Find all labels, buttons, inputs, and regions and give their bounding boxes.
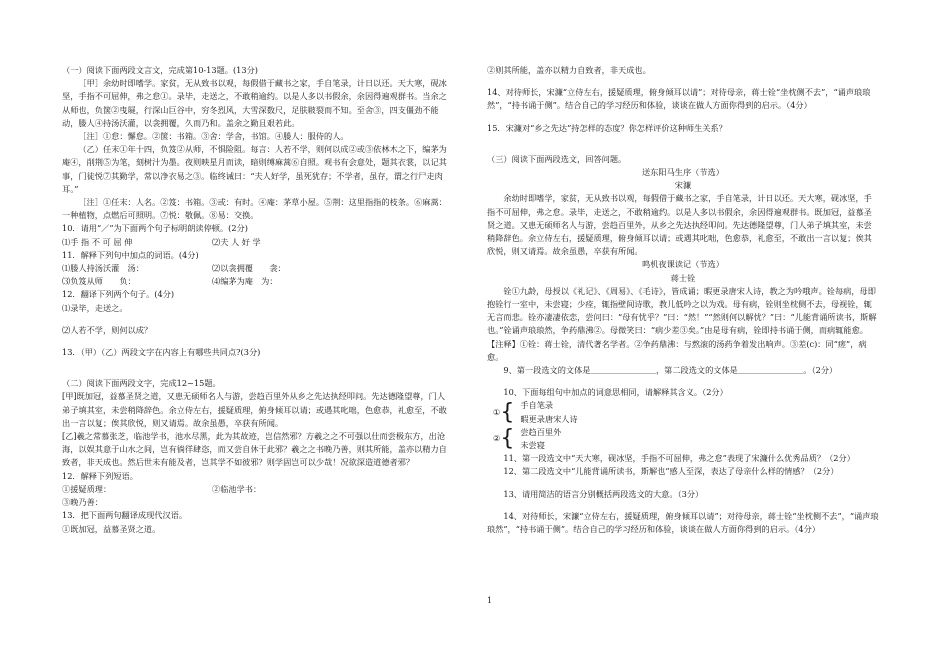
question-15: 15．宋濂对“乡之先达”持怎样的态度？你怎样评价这种师生关系？: [487, 122, 727, 133]
question-12-r: 12、第二段选文中“儿能背诵所读书，斯解也”感人至深，表达了母亲什么样的情感？（2分）: [503, 466, 839, 477]
question-12b-item-3: ③晚乃善：: [62, 497, 103, 508]
page-number: 1: [487, 596, 493, 605]
passage-3b: 铨①九龄，母授以《礼记》、《周易》、《毛诗》，皆成诵；暇更录唐宋人诗，教之为吟哦声。铨每病，母即抱铨行一室中，未尝寝；少痊，辄指壁间诗歌，教儿低吟之以为戏。母有病，铨则坐枕侧不去，母视铨，辄无言而悲。铨亦凄凄依恋，尝问曰：“母有忧乎？”曰：“然！”“然则何以解忧？”曰：“儿能背诵所读书，斯解也。”铨诵声琅琅然，争药鼎沸②。母微笑曰：“病少差③矣。”由是母有病，铨即持书诵于侧，而病辄能愈。: [487, 285, 877, 336]
word-group-1: [493, 399, 879, 425]
question-14: 14、对待师长，宋濂“立侍左右，援疑质理，俯身倾耳以请”；对待母亲，蒋士铨“坐枕侧不去”，“诵声琅琅然”，“持书诵于侧”。结合自己的学习经历和体验，谈谈在做人方面你得到的启示。（4分）: [487, 87, 871, 111]
passage-3b-title: 鸣机夜课读记（节选）: [642, 259, 724, 270]
passage-jia: ［甲］余幼时即嗜学。家贫，无从致书以观，每假借于藏书之家，手自笔录，计日以还。天大寒，砚冰坚，手指不可屈伸，弗之怠①。录毕，走送之，不敢稍逾约。以是人多以书假余，余因得遍观群书。当余之从师也，负箧②曳屣，行深山巨谷中，穷冬烈风，大雪深数尺，足肤皲裂而不知。至舍③，四支僵劲不能动，媵人④持汤沃灌，以衾拥覆，久而乃和。盖余之勤且艰若此。: [62, 78, 447, 128]
passage-yi-notes: ［注］①任末：人名。②笈：书箱。③或：有时。④庵：茅草小屋。⑤荆：这里指指的枝条。⑥麻蒿：一种植物，点燃后可照明。⑦悦：敬佩。⑧易：交换。: [62, 197, 447, 221]
question-13-r: 13、请用简洁的语言分别概括两段选文的大意。（3分）: [503, 488, 704, 499]
question-12b-row: [62, 483, 448, 496]
question-11-row-2: [62, 275, 448, 288]
right-column: [487, 64, 879, 536]
question-11-item-2: ⑵以衾拥覆 衾：: [212, 263, 286, 274]
word-group-1-marker: ①: [493, 407, 501, 418]
passage-3b-notes: 【注释】①铨：蒋士铨，清代著名学者。②争药鼎沸：与熬滚的汤药争着发出响声。③差(c)：同“瘥”，病愈。: [487, 338, 867, 362]
section-3-title: （三）阅读下面两段选文，回答问题。: [487, 153, 627, 164]
question-13: 13．（甲）（乙）两段文字在内容上有哪些共同点?(3分): [62, 347, 261, 358]
question-12-item-1: ⑴录毕，走送之。: [62, 302, 128, 313]
passage-3b-author: 蒋士铨: [670, 272, 696, 283]
question-14-r: 14、对待师长，宋濂“立侍左右，援疑质理，俯身倾耳以请”；对待母亲，蒋士铨“坐枕侧不去”，“诵声琅琅然”，“持书诵于侧”。结合自己的学习经历和体验，谈谈在做人方面你得到的启示。（4分）: [487, 510, 879, 535]
question-13b-item-1: ①既加冠，益慕圣贤之道。: [62, 523, 161, 534]
brace-icon: {: [500, 399, 515, 425]
question-10-r: 10、下面每组句中加点的词意思相同，请解释其含义。（2分）: [503, 387, 728, 398]
passage-jia-notes: ［注］①怠：懈怠。②箧：书箱。③舍：学舍，书馆。④媵人：服侍的人。: [78, 131, 349, 142]
question-10-item-1: ⑴手 指 不 可 屈 伸: [62, 236, 133, 247]
word-group-2: [493, 426, 879, 452]
question-12b-item-2: ②临池学书：: [212, 483, 262, 494]
question-13b: 13．把下面两句翻译成现代汉语。: [62, 510, 188, 521]
word-group-2-a: 尝趋百里外: [520, 426, 562, 437]
passage-3a-author: 宋濂: [674, 180, 692, 191]
question-12b: 12．解释下列短语。: [62, 470, 138, 481]
question-12-item-2: ⑵人若不学，则何以成？: [62, 324, 153, 335]
question-11: 11．解释下列句中加点的词语。(4分): [62, 249, 199, 260]
passage-yi: （乙）任末①年十四，负笈②从师，不惧险阻。每言：人若不学，则何以成②或③依林木之下，编茅为庵④，削荆⑤为笔，刻树汁为墨。夜则映星月而读，暗则缚麻蒿⑥自照。观书有会意处，题其衣裳，以记其事，门徒悦⑦其勤学，常以净衣易之③。临终诫曰：“夫人好学，虽死犹存；不学者，虽存，谓之行尸走肉耳。”: [62, 144, 447, 194]
question-11-item-3: ⑶负笈从师 负：: [62, 276, 136, 287]
word-group-2-marker: ②: [493, 433, 501, 444]
question-12: 12．翻译下列两个句子。(4分): [62, 289, 175, 300]
passage-3a: 余幼时即嗜学，家贫，无从致书以观，每假借于藏书之家，手自笔录，计日以还。天大寒，砚冰坚，手指不可屈伸，弗之怠。录毕，走送之，不敢稍逾约。以是人多以书假余，余因得遍观群书。既加冠，益慕圣贤之道。又患无硕师名人与游，尝趋百里外，从乡之先达执经叩问。先达德隆望尊，门人弟子填其室，未尝稍降辞色。余立侍左右，援疑质理，俯身倾耳以请；或遇其叱咄，色愈恭，礼愈至，不敢出一言以复；俟其欣悦，则又请焉。故余虽愚，卒获有所闻。: [487, 193, 872, 257]
question-12b-item-1: ①援疑质理：: [62, 483, 112, 494]
question-10-items: [62, 236, 448, 249]
passage-2-yi: [乙]羲之常慕张芝，临池学书，池水尽黑，此为其故迹，岂信然邪？方羲之之不可强以仕而尝极东方，出沧海，以娱其意于山水之间，岂有徜徉肆恣，而又尝自休于此邪？羲之之书晚乃善，则其所能，盖亦以精力自致者，非天成也。然后世未有能及者，岂其学不如彼邪？则学固岂可以少哉！况欲深造道德者邪？: [62, 431, 447, 468]
section-1-title: （一）阅读下面两段文言文，完成第10-13题。(13分): [62, 65, 258, 75]
brace-icon: {: [500, 426, 515, 452]
passage-2-jia: [甲]既加冠，益慕圣贤之道，又患无硕师名人与游，尝趋百里外从乡之先达执经叩问。先达德隆望尊，门人弟子填其室，未尝稍降辞色。余立侍左右，援疑质理，俯身倾耳以请；或遇其叱咄，色愈恭，礼愈至，不敢出一言以复；俟其欣悦，则又请焉。故余虽愚，卒获有所闻。: [62, 391, 447, 428]
question-13b-item-2: ②则其所能，盖亦以精力自致者，非天成也。: [487, 65, 651, 75]
passage-3a-title: 送东阳马生序（节选）: [642, 167, 724, 178]
word-group-2-b: 未尝寝: [520, 440, 545, 451]
question-9: 9、第一段选文的文体是＿＿＿＿＿＿＿＿，第二段选文的文体是＿＿＿＿＿＿＿＿。（2分）: [503, 365, 838, 376]
question-11-r: 11、第一段选文中“天大寒，砚冰坚，手指不可屈伸，弗之怠”表现了宋濂什么优秀品质？（2分）: [503, 453, 855, 464]
question-11-item-4: ⑷编茅为庵 为：: [212, 276, 278, 287]
section-2-title: （二）阅读下面两段文字，完成12~15题。: [62, 378, 221, 389]
word-group-1-b: 暇更录唐宋人诗: [520, 413, 578, 424]
word-group-1-a: 手自笔录: [520, 400, 554, 411]
question-10-item-2: ⑵夫 人 好 学: [212, 236, 261, 247]
question-10: 10．请用“／”为下面两个句子标明朗读停顿。(2分): [62, 223, 248, 234]
question-11-item-1: ⑴媵人持汤沃灌 汤：: [62, 263, 144, 274]
left-column: [62, 64, 448, 536]
question-11-row-1: [62, 262, 448, 275]
